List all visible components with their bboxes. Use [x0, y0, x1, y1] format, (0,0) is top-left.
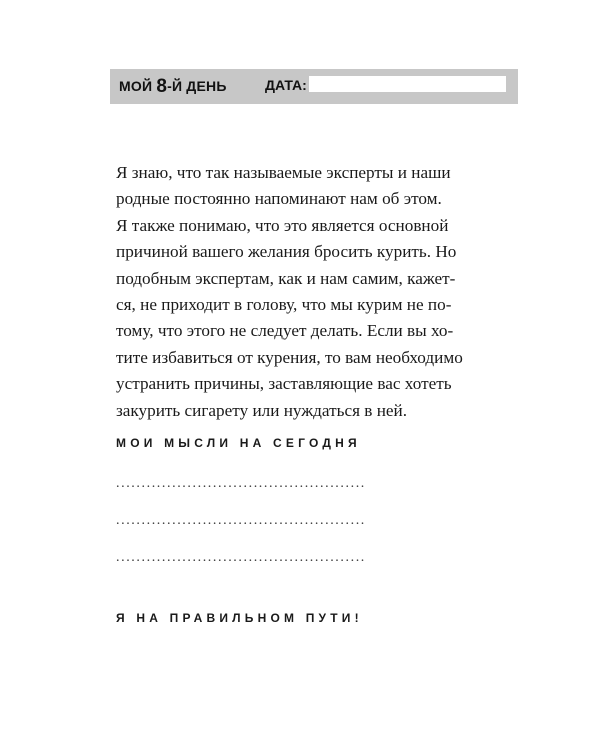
day-number: 8 [156, 76, 168, 97]
body-line-6: ся, не приходит в голову, что мы курим не по- [116, 295, 452, 315]
day-suffix: -Й ДЕНЬ [167, 78, 227, 94]
body-line-1: Я знаю, что так называемые эксперты и наши [116, 163, 451, 182]
day-label [119, 75, 227, 97]
body-line-4: причиной вашего желания бросить курить. Но [116, 242, 457, 262]
day-header-bar [110, 69, 518, 104]
date-label: ДАТА: [265, 77, 307, 93]
body-line-3: Я также понимаю, что это является основной [116, 215, 449, 235]
body-line-8: тите избавиться от курения, то вам необходимо [116, 347, 463, 367]
day-prefix: МОЙ [119, 78, 157, 94]
right-path-affirmation: Я НА ПРАВИЛЬНОМ ПУТИ! [116, 611, 363, 625]
body-line-10: закурить сигарету или нуждаться в ней. [116, 400, 408, 420]
body-line-7: тому, что этого не следует делать. Если вы хо- [116, 321, 454, 341]
body-line-5: подобным экспертам, как и нам самим, кажет- [116, 268, 456, 288]
thoughts-title: МОИ МЫСЛИ НА СЕГОДНЯ [116, 436, 361, 450]
body-line-9: устранить причины, заставляющие вас хотеть [116, 374, 452, 394]
thought-line-2[interactable]: ................................................. [116, 513, 366, 528]
thought-line-3[interactable]: ................................................. [116, 550, 366, 565]
thought-line-1[interactable]: ................................................. [116, 476, 366, 491]
body-line-2: родные постоянно напоминают нам об этом. [116, 189, 442, 209]
body-paragraph [116, 160, 524, 424]
date-field[interactable] [309, 76, 506, 92]
